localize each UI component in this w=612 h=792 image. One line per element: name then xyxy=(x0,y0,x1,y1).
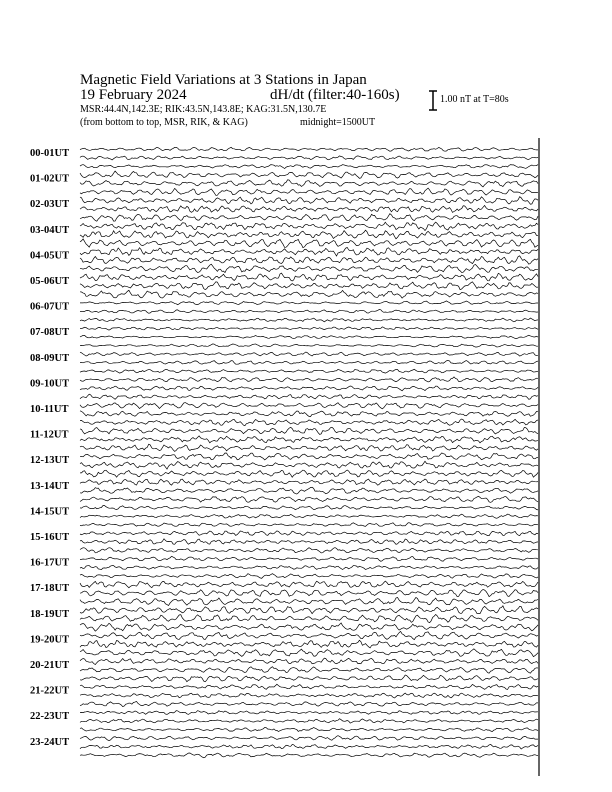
hour-label: 21-22UT xyxy=(30,685,70,697)
trace-rik xyxy=(80,156,538,160)
hour-label: 18-19UT xyxy=(30,608,70,620)
trace-rik xyxy=(80,256,538,264)
trace-kag xyxy=(80,444,538,451)
hour-label: 06-07UT xyxy=(30,301,70,313)
trace-msr xyxy=(80,606,538,614)
trace-kag xyxy=(80,649,538,657)
trace-kag xyxy=(80,369,538,373)
trace-kag xyxy=(80,214,538,222)
trace-msr xyxy=(80,197,538,205)
trace-rik xyxy=(80,282,538,290)
trace-kag xyxy=(80,597,538,605)
hour-label: 07-08UT xyxy=(30,327,70,339)
trace-msr xyxy=(80,427,538,434)
trace-msr xyxy=(80,352,538,356)
hour-label: 23-24UT xyxy=(30,736,70,748)
hour-label: 00-01UT xyxy=(30,148,70,159)
trace-kag xyxy=(80,239,538,248)
trace-rik xyxy=(80,386,538,391)
trace-rik xyxy=(80,461,538,469)
hour-label: 09-10UT xyxy=(30,378,70,390)
trace-msr xyxy=(80,736,538,741)
hour-label: 11-12UT xyxy=(30,429,69,441)
trace-rik xyxy=(80,230,538,239)
trace-rik xyxy=(80,719,538,723)
trace-msr xyxy=(80,147,538,151)
trace-msr xyxy=(80,327,538,330)
trace-rik xyxy=(80,615,538,623)
trace-rik xyxy=(80,514,538,518)
trace-kag xyxy=(80,344,538,347)
scale-label: 1.00 nT at T=80s xyxy=(440,94,509,105)
trace-kag xyxy=(80,523,538,527)
hour-label: 10-11UT xyxy=(30,404,69,415)
trace-kag xyxy=(80,623,538,631)
trace-rik xyxy=(80,411,538,417)
chart-title: Magnetic Field Variations at 3 Stations in Japan xyxy=(80,72,367,88)
hour-label: 22-23UT xyxy=(30,711,70,723)
trace-msr xyxy=(80,711,538,715)
hour-label: 15-16UT xyxy=(30,532,70,543)
trace-rik xyxy=(80,436,538,443)
hour-label: 01-02UT xyxy=(30,173,70,185)
trace-rik xyxy=(80,667,538,674)
trace-msr xyxy=(80,479,538,485)
trace-msr xyxy=(80,684,538,689)
trace-kag xyxy=(80,318,538,322)
trace-msr xyxy=(80,581,538,588)
trace-msr xyxy=(80,403,538,409)
trace-msr xyxy=(80,658,538,664)
trace-kag xyxy=(80,701,538,706)
trace-kag xyxy=(80,496,538,502)
trace-kag xyxy=(80,188,538,195)
trace-rik xyxy=(80,693,538,698)
trace-kag xyxy=(80,264,538,272)
hour-label: 19-20UT xyxy=(30,634,70,646)
trace-kag xyxy=(80,290,538,298)
trace-kag xyxy=(80,419,538,426)
trace-msr xyxy=(80,506,538,510)
trace-order-note: (from bottom to top, MSR, RIK, & KAG) xyxy=(80,117,248,128)
hour-label: 16-17UT xyxy=(30,557,70,569)
trace-msr xyxy=(80,556,538,561)
trace-msr xyxy=(80,222,538,231)
trace-rik xyxy=(80,487,538,494)
hour-label: 20-21UT xyxy=(30,660,70,671)
trace-msr xyxy=(80,377,538,382)
trace-msr xyxy=(80,631,538,639)
trace-kag xyxy=(80,470,538,477)
trace-rik xyxy=(80,206,538,213)
filter-label: dH/dt (filter:40-160s) xyxy=(270,87,400,103)
hour-label: 08-09UT xyxy=(30,352,70,364)
trace-rik xyxy=(80,335,538,338)
chart-date: 19 February 2024 xyxy=(80,87,187,103)
trace-kag xyxy=(80,548,538,553)
hour-label: 13-14UT xyxy=(30,480,70,492)
midnight-note: midnight=1500UT xyxy=(300,117,376,128)
trace-kag xyxy=(80,165,538,169)
trace-msr xyxy=(80,453,538,460)
trace-rik xyxy=(80,590,538,597)
trace-msr xyxy=(80,248,538,257)
trace-kag xyxy=(80,728,538,732)
trace-rik xyxy=(80,310,538,314)
hour-label: 02-03UT xyxy=(30,199,70,211)
trace-rik xyxy=(80,180,538,187)
hour-label: 14-15UT xyxy=(30,506,70,518)
hour-label: 05-06UT xyxy=(30,276,70,287)
trace-rik xyxy=(80,361,538,365)
trace-rik xyxy=(80,539,538,545)
hour-label: 12-13UT xyxy=(30,455,70,467)
trace-kag xyxy=(80,753,538,758)
trace-kag xyxy=(80,394,538,399)
hour-label: 17-18UT xyxy=(30,583,70,595)
station-coordinates: MSR:44.4N,142.3E; RIK:43.5N,143.8E; KAG:31.5N,130.7E xyxy=(80,104,327,115)
hour-label: 04-05UT xyxy=(30,250,70,262)
trace-rik xyxy=(80,566,538,570)
hour-label: 03-04UT xyxy=(30,224,70,236)
trace-msr xyxy=(80,301,538,305)
trace-rik xyxy=(80,744,538,749)
trace-msr xyxy=(80,273,538,281)
trace-kag xyxy=(80,574,538,579)
trace-msr xyxy=(80,531,538,536)
trace-msr xyxy=(80,171,538,178)
trace-rik xyxy=(80,640,538,648)
trace-kag xyxy=(80,675,538,682)
